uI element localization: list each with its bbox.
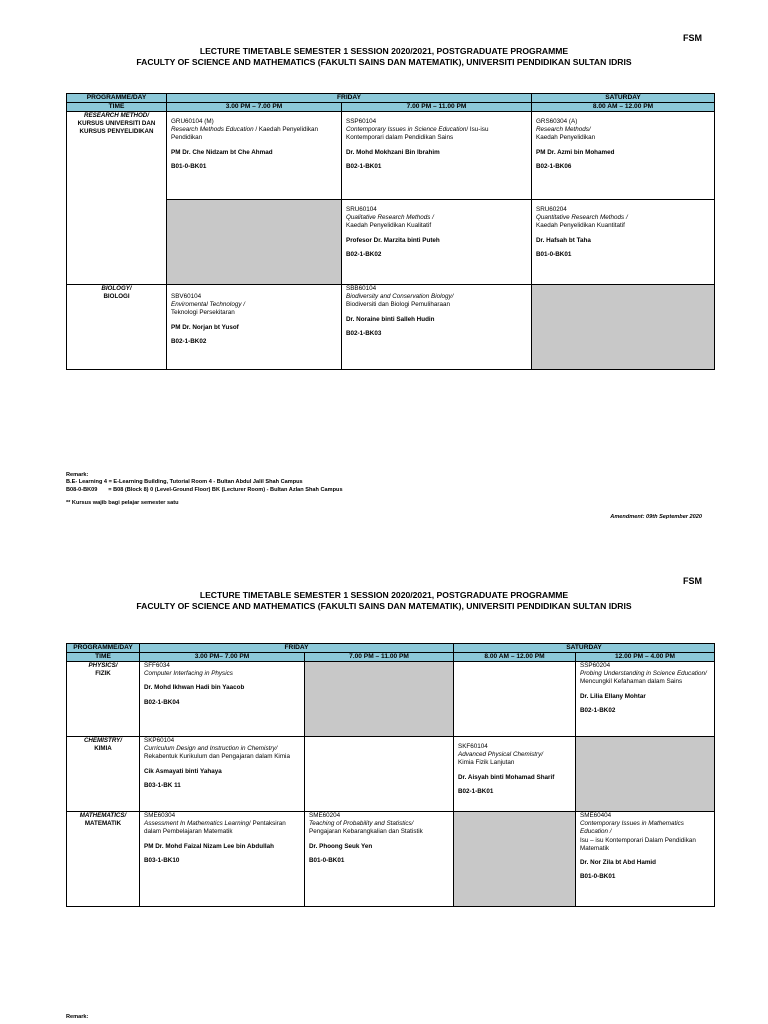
programme-label: CHEMISTRY/ <box>83 737 123 744</box>
course-lecturer: Dr. Phoong Seuk Yen <box>309 842 373 850</box>
course-lecturer: Dr. Mohd Mokhzani Bin Ibrahim <box>346 148 440 156</box>
course-title-ms: / Pentaksiran dalam Pembelajaran Matematik <box>144 820 286 836</box>
course-cell <box>140 737 305 812</box>
course-room: B02-1-BK02 <box>171 337 207 345</box>
course-title-ms: Kimia Fizik Lanjutan <box>458 759 515 767</box>
course-title-ms: Kaedah Penyelidikan <box>536 134 596 142</box>
course-code: SBB60104 <box>346 285 377 292</box>
header-time-slot: 12.00 PM – 4.00 PM <box>576 653 715 662</box>
empty-slot <box>576 737 715 812</box>
programme-label-ms: MATEMATIK <box>84 820 122 827</box>
timetable-1 <box>66 93 715 370</box>
course-room: B01-0-BK01 <box>171 162 207 170</box>
programme-label-ms: KURSUS UNIVERSITI DAN KURSUS PENYELIDIKAN <box>77 120 156 135</box>
remark-line: B.E- Learning 4 = E-Learning Building, Tutorial Room 4 - Bultan Abdul Jalil Shah Campus <box>66 479 303 486</box>
course-cell <box>305 812 454 907</box>
course-code: SRU60104 <box>346 206 377 213</box>
course-cell <box>167 112 342 200</box>
course-lecturer: PM Dr. Norjan bt Yusof <box>171 323 239 331</box>
course-title: Research Methods Education <box>171 126 254 134</box>
course-cell <box>140 662 305 737</box>
course-title: Qualitative Research Methods / <box>346 214 434 222</box>
header-time: TIME <box>67 103 167 112</box>
course-lecturer: Dr. Lilia Ellany Mohtar <box>580 692 646 700</box>
course-title-ms: Rekabentuk Kurikulum dan Pengajaran dalam Kimia <box>144 753 290 761</box>
course-lecturer: Dr. Noraine binti Salleh Hudin <box>346 315 435 323</box>
course-title: Enviromental Technology / <box>171 301 245 309</box>
programme-label: PHYSICS/ <box>88 662 118 669</box>
course-cell <box>576 662 715 737</box>
course-code: SSP60204 <box>580 662 611 669</box>
course-code: SME60404 <box>580 812 612 819</box>
header-programme-day: PROGRAMME/DAY <box>67 94 167 103</box>
programme-label-ms: FIZIK <box>95 670 111 677</box>
remark-block <box>66 1014 88 1021</box>
course-title-ms: Kaedah Penyelidikan Kuantitatif <box>536 222 625 230</box>
course-lecturer: PM Dr. Azmi bin Mohamed <box>536 148 615 156</box>
faculty-code: FSM <box>683 576 702 586</box>
header-friday: FRIDAY <box>140 644 454 653</box>
programme-research-method <box>67 112 167 285</box>
course-lecturer: Cik Asmayati binti Yahaya <box>144 767 222 775</box>
header-saturday: SATURDAY <box>454 644 715 653</box>
course-code: SFF6034 <box>144 662 170 669</box>
remark-line: ** Kursus wajib bagi pelajar semester satu <box>66 500 179 507</box>
course-room: B02-1-BK04 <box>144 698 180 706</box>
course-code: SBV60104 <box>171 293 202 300</box>
course-title: Probing Understanding in Science Education/ <box>580 670 707 678</box>
amendment-date: Amendment: 09th September 2020 <box>610 514 702 520</box>
course-code: SRU60204 <box>536 206 567 213</box>
remark-label: Remark: <box>66 472 89 478</box>
course-cell <box>532 112 715 200</box>
course-room: B02-1-BK01 <box>458 787 494 795</box>
course-cell <box>342 112 532 200</box>
header-time-slot: 8.00 AM – 12.00 PM <box>532 103 715 112</box>
course-title-ms: / Isu-isu Kontemporari dalam Pendidikan Sains <box>346 126 489 142</box>
course-code: SKP60104 <box>144 737 175 744</box>
course-room: B03-1-BK 11 <box>144 781 181 789</box>
course-lecturer: PM Dr. Che Nidzam bt Che Ahmad <box>171 148 273 156</box>
course-cell <box>576 812 715 907</box>
course-title-ms: Biodiversiti dan Biologi Pemuliharaan <box>346 301 450 309</box>
course-code: SME60304 <box>144 812 176 819</box>
header-programme-day: PROGRAMME/DAY <box>67 644 140 653</box>
empty-slot <box>454 662 576 737</box>
course-lecturer: PM Dr. Mohd Faizal Nizam Lee bin Abdullah <box>144 842 274 850</box>
header-time-slot: 3.00 PM – 7.00 PM <box>167 103 342 112</box>
programme-mathematics <box>67 812 140 907</box>
header-saturday: SATURDAY <box>532 94 715 103</box>
course-title-ms: Pengajaran Kebarangkalian dan Statistik <box>309 828 423 836</box>
course-title: Computer Interfacing in Physics <box>144 670 233 678</box>
course-code: SME60204 <box>309 812 341 819</box>
course-title-ms: / Kaedah Penyelidikan Pendidikan <box>171 126 319 142</box>
page-subtitle: FACULTY OF SCIENCE AND MATHEMATICS (FAKULTI SAINS DAN MATEMATIK), UNIVERSITI PENDIDIKAN SULTAN IDRIS <box>136 57 632 67</box>
remark-line: B08-0-BK09 = B08 (Block 8) 0 (Level-Ground Floor) BK (Lecturer Room) - Bultan Azlan Shah Campus <box>66 486 343 493</box>
page-title: LECTURE TIMETABLE SEMESTER 1 SESSION 2020/2021, POSTGRADUATE PROGRAMME <box>199 590 569 600</box>
course-title: Research Methods/ <box>536 126 591 134</box>
course-title: Contemporary Issues in Science Education <box>346 126 467 134</box>
header-time: TIME <box>67 653 140 662</box>
programme-label: MATHEMATICS/ <box>79 812 127 819</box>
course-title: Assessment In Mathematics Learning <box>144 820 249 828</box>
header-time-slot: 7.00 PM – 11.00 PM <box>305 653 454 662</box>
programme-biology <box>67 285 167 370</box>
course-room: B02-1-BK02 <box>580 706 616 714</box>
course-code: SSP60104 <box>346 118 377 125</box>
course-lecturer: Dr. Hafsah bt Taha <box>536 236 591 244</box>
programme-label-ms: BIOLOGI <box>103 293 130 300</box>
course-code: SKF60104 <box>458 743 488 750</box>
course-cell <box>167 285 342 370</box>
course-title-ms: Mencungkil Kefahaman dalam Sains <box>580 678 683 686</box>
course-cell <box>140 812 305 907</box>
course-title: Contemporary Issues in Mathematics Education / <box>580 820 684 836</box>
programme-label-ms: KIMIA <box>94 745 112 752</box>
course-room: B01-0-BK01 <box>309 856 345 864</box>
course-cell <box>342 285 532 370</box>
course-cell <box>532 200 715 285</box>
page-title: LECTURE TIMETABLE SEMESTER 1 SESSION 2020/2021, POSTGRADUATE PROGRAMME <box>199 46 569 56</box>
course-title-ms: Kaedah Penyelidikan Kualitatif <box>346 222 432 230</box>
course-title: Teaching of Probability and Statistics/ <box>309 820 414 828</box>
course-title-ms: Teknologi Persekitaran <box>171 309 235 317</box>
course-title: Quantitative Research Methods / <box>536 214 628 222</box>
course-title-ms: Isu – isu Kontemporari Dalam Pendidikan Matematik <box>580 836 696 852</box>
course-cell <box>342 200 532 285</box>
header-time-slot: 8.00 AM – 12.00 PM <box>454 653 576 662</box>
course-room: B03-1-BK10 <box>144 856 180 864</box>
remark-label: Remark: <box>66 1014 89 1020</box>
course-code: GRU60104 (M) <box>171 118 214 125</box>
faculty-code: FSM <box>683 33 702 43</box>
header-time-slot: 3.00 PM– 7.00 PM <box>140 653 305 662</box>
course-title: Curriculum Design and Instruction in Chemistry/ <box>144 745 278 753</box>
course-title: Advanced Physical Chemistry/ <box>458 751 544 759</box>
header-friday: FRIDAY <box>167 94 532 103</box>
course-cell <box>454 737 576 812</box>
course-lecturer: Dr. Mohd Ikhwan Hadi bin Yaacob <box>144 684 245 692</box>
header-time-slot: 7.00 PM – 11.00 PM <box>342 103 532 112</box>
empty-slot <box>305 737 454 812</box>
remark-block <box>66 472 343 508</box>
course-title: Biodiversity and Conservation Biology/ <box>346 293 454 301</box>
empty-slot <box>532 285 715 370</box>
empty-slot <box>305 662 454 737</box>
course-lecturer: Dr. Aisyah binti Mohamad Sharif <box>458 773 555 781</box>
course-lecturer: Profesor Dr. Marzita binti Puteh <box>346 236 440 244</box>
empty-slot <box>454 812 576 907</box>
course-room: B02-1-BK06 <box>536 162 572 170</box>
programme-label: RESEARCH METHOD/ <box>84 112 149 119</box>
course-room: B02-1-BK02 <box>346 250 382 258</box>
course-code: GRS60304 (A) <box>536 118 578 125</box>
course-room: B02-1-BK01 <box>346 162 382 170</box>
timetable-2 <box>66 643 715 907</box>
programme-chemistry <box>67 737 140 812</box>
page-subtitle: FACULTY OF SCIENCE AND MATHEMATICS (FAKULTI SAINS DAN MATEMATIK), UNIVERSITI PENDIDIKAN SULTAN IDRIS <box>136 601 632 611</box>
course-room: B01-0-BK01 <box>580 873 616 881</box>
programme-physics <box>67 662 140 737</box>
empty-slot <box>167 200 342 285</box>
course-room: B01-0-BK01 <box>536 250 572 258</box>
course-room: B02-1-BK03 <box>346 329 382 337</box>
programme-label: BIOLOGY/ <box>101 285 132 292</box>
course-lecturer: Dr. Nor Zila bt Abd Hamid <box>580 859 657 867</box>
